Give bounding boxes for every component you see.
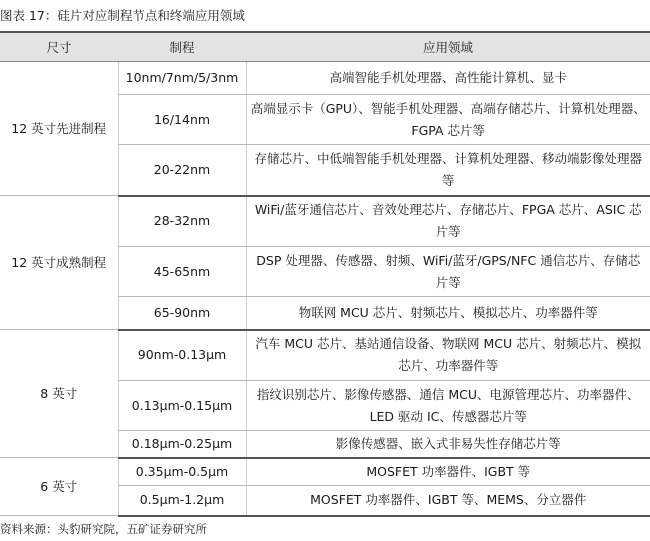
application-cell: 影像传感器、嵌入式非易失性存储芯片等 xyxy=(246,431,650,458)
header-node: 制程 xyxy=(118,32,246,62)
application-cell: 物联网 MCU 芯片、射频芯片、模拟芯片、功率器件等 xyxy=(246,297,650,330)
application-cell: 汽车 MCU 芯片、基站通信设备、物联网 MCU 芯片、射频芯片、模拟芯片、功率器件等 xyxy=(246,330,650,381)
process-node-cell: 0.13μm-0.15μm xyxy=(118,381,246,431)
wafer-size-cell: 8 英寸 xyxy=(0,330,118,458)
application-cell: 高端显示卡（GPU）、智能手机处理器、高端存储芯片、计算机处理器、 FGPA 芯片等 xyxy=(246,95,650,145)
wafer-size-cell: 12 英寸先进制程 xyxy=(0,62,118,196)
process-node-cell: 0.5μm-1.2μm xyxy=(118,486,246,516)
figure-title: 图表 17：硅片对应制程节点和终端应用领域 xyxy=(0,8,245,23)
process-node-table xyxy=(0,31,650,517)
process-node-cell: 0.18μm-0.25μm xyxy=(118,431,246,458)
process-node-cell: 16/14nm xyxy=(118,95,246,145)
table-header-row xyxy=(0,32,650,62)
table-row xyxy=(0,330,650,381)
table-row xyxy=(0,196,650,247)
table-row xyxy=(0,458,650,486)
header-application: 应用领域 xyxy=(246,32,650,62)
application-cell: 高端智能手机处理器、高性能计算机、显卡 xyxy=(246,62,650,95)
wafer-size-cell: 6 英寸 xyxy=(0,458,118,516)
process-node-cell: 10nm/7nm/5/3nm xyxy=(118,62,246,95)
wafer-size-cell: 12 英寸成熟制程 xyxy=(0,196,118,330)
application-cell: DSP 处理器、传感器、射频、WiFi/蓝牙/GPS/NFC 通信芯片、存储芯片等 xyxy=(246,247,650,297)
application-cell: 指纹识别芯片、影像传感器、通信 MCU、电源管理芯片、功率器件、LED 驱动 IC、传感器芯片等 xyxy=(246,381,650,431)
process-node-cell: 90nm-0.13μm xyxy=(118,330,246,381)
process-node-cell: 0.35μm-0.5μm xyxy=(118,458,246,486)
application-cell: MOSFET 功率器件、IGBT 等、MEMS、分立器件 xyxy=(246,486,650,516)
application-cell: MOSFET 功率器件、IGBT 等 xyxy=(246,458,650,486)
application-cell: WiFi/蓝牙通信芯片、音效处理芯片、存储芯片、FPGA 芯片、ASIC 芯片等 xyxy=(246,196,650,247)
table-row xyxy=(0,62,650,95)
process-node-cell: 45-65nm xyxy=(118,247,246,297)
source-note: 资料来源：头豹研究院，五矿证券研究所 xyxy=(0,522,207,536)
process-node-cell: 20-22nm xyxy=(118,145,246,196)
header-size: 尺寸 xyxy=(0,32,118,62)
application-cell: 存储芯片、中低端智能手机处理器、计算机处理器、移动端影像处理器等 xyxy=(246,145,650,196)
process-node-cell: 28-32nm xyxy=(118,196,246,247)
process-node-cell: 65-90nm xyxy=(118,297,246,330)
